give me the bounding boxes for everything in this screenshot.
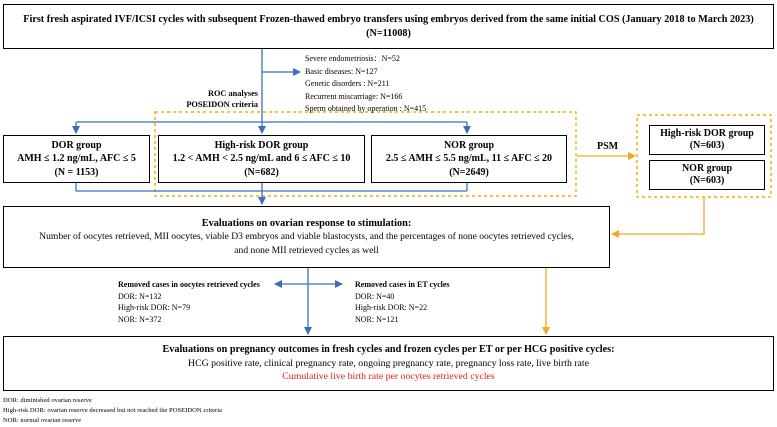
ovarian-response-line1: Number of oocytes retrieved, MII oocytes, viable D3 embryos and viable blastocysts, and the percentages of none oocytes retrieved cycles, <box>39 231 574 243</box>
pregnancy-outcomes-title: Evaluations on pregnancy outcomes in fresh cycles and frozen cycles per ET or per HCG positive cycles: <box>162 344 615 356</box>
criteria-line-roc: ROC analyses <box>207 89 258 98</box>
footnote-nor: NOR: normal ovarian reserve <box>3 417 82 424</box>
exclusion-list <box>305 53 426 116</box>
removed-et-item: NOR: N=121 <box>355 314 399 324</box>
criteria-line-poseidon: POSEIDON criteria <box>186 100 258 109</box>
high-risk-group-title: High-risk DOR group <box>214 139 309 151</box>
nor-group-title: NOR group <box>443 139 495 151</box>
removed-oocyte-title: Removed cases in oocytes retrieved cycles <box>118 280 260 289</box>
matched-high-risk-title: High-risk DOR group <box>660 127 754 139</box>
high-risk-group-count: (N=682) <box>244 166 279 178</box>
footnote-dor: DOR: diminished ovarian reserve <box>3 397 92 404</box>
psm-label: PSM <box>597 141 619 152</box>
ovarian-response-title: Evaluations on ovarian response to stimulation: <box>201 217 412 229</box>
dor-group-count: (N = 1153) <box>54 166 99 178</box>
ovarian-response-line2: and none MII retrieved cycles as well <box>234 244 379 256</box>
ovarian-response-box <box>3 206 610 268</box>
high-risk-group-box <box>158 135 365 183</box>
top-box-title: First fresh aspirated IVF/ICSI cycles with subsequent Frozen-thawed embryo transfers using embryos derived from the same initial COS (January 2018 to March 2023) <box>23 13 754 25</box>
matched-to-ovarian-arrow <box>612 197 704 234</box>
removed-et-item: DOR: N=40 <box>355 291 395 301</box>
cumulative-live-birth-text: Cumulative live birth rate per oocytes retrieved cycles <box>282 371 495 383</box>
exclusion-item: Genetic disorders : N=211 <box>305 79 390 88</box>
matched-nor-title: NOR group <box>681 162 733 174</box>
removed-et-list <box>355 279 450 325</box>
pregnancy-outcomes-box <box>3 336 774 391</box>
matched-nor-box <box>649 160 765 190</box>
exclusion-item: Sperm obtained by operation : N=415 <box>305 104 427 113</box>
footnotes <box>3 396 222 426</box>
exclusion-item: Recurrent miscarriage: N=166 <box>305 91 403 101</box>
removed-oocyte-item: DOR: N=132 <box>118 291 162 301</box>
nor-group-count: (N=2649) <box>449 166 489 178</box>
high-risk-group-criteria: 1.2 < AMH < 2.5 ng/mL and 6 ≤ AFC ≤ 10 <box>172 153 351 165</box>
removed-oocyte-item: High-risk DOR: N=79 <box>118 303 191 312</box>
nor-group-criteria: 2.5 ≤ AMH ≤ 5.5 ng/mL, 11 ≤ AFC ≤ 20 <box>385 153 553 165</box>
top-box <box>3 4 774 49</box>
removed-et-item: High-risk DOR: N=22 <box>355 303 428 312</box>
exclusion-item: Severe endometriosis：N=52 <box>305 54 400 63</box>
footnote-high-risk: High-risk DOR: ovarian reserve decreased but not reached the POSEIDON criteria <box>3 407 222 414</box>
pregnancy-outcomes-line1: HCG positive rate, clinical pregnancy rate, ongoing pregnancy rate, pregnancy loss rate, live birth rate <box>188 357 589 369</box>
dor-group-box <box>3 135 150 183</box>
dor-group-title: DOR group <box>51 139 102 151</box>
exclusion-item: Basic diseases: N=127 <box>305 66 378 76</box>
criteria-label <box>172 88 258 110</box>
matched-nor-count: (N=603) <box>689 175 725 186</box>
top-box-count: (N=11008) <box>366 27 411 39</box>
removed-oocyte-item: NOR: N=372 <box>118 314 162 324</box>
removed-et-title: Removed cases in ET cycles <box>355 280 450 289</box>
matched-high-risk-box <box>649 125 765 155</box>
matched-high-risk-count: (N=603) <box>689 140 725 151</box>
nor-group-box <box>371 135 567 183</box>
dor-group-criteria: AMH ≤ 1.2 ng/mL, AFC ≤ 5 <box>17 153 136 165</box>
removed-oocyte-list <box>118 279 260 325</box>
